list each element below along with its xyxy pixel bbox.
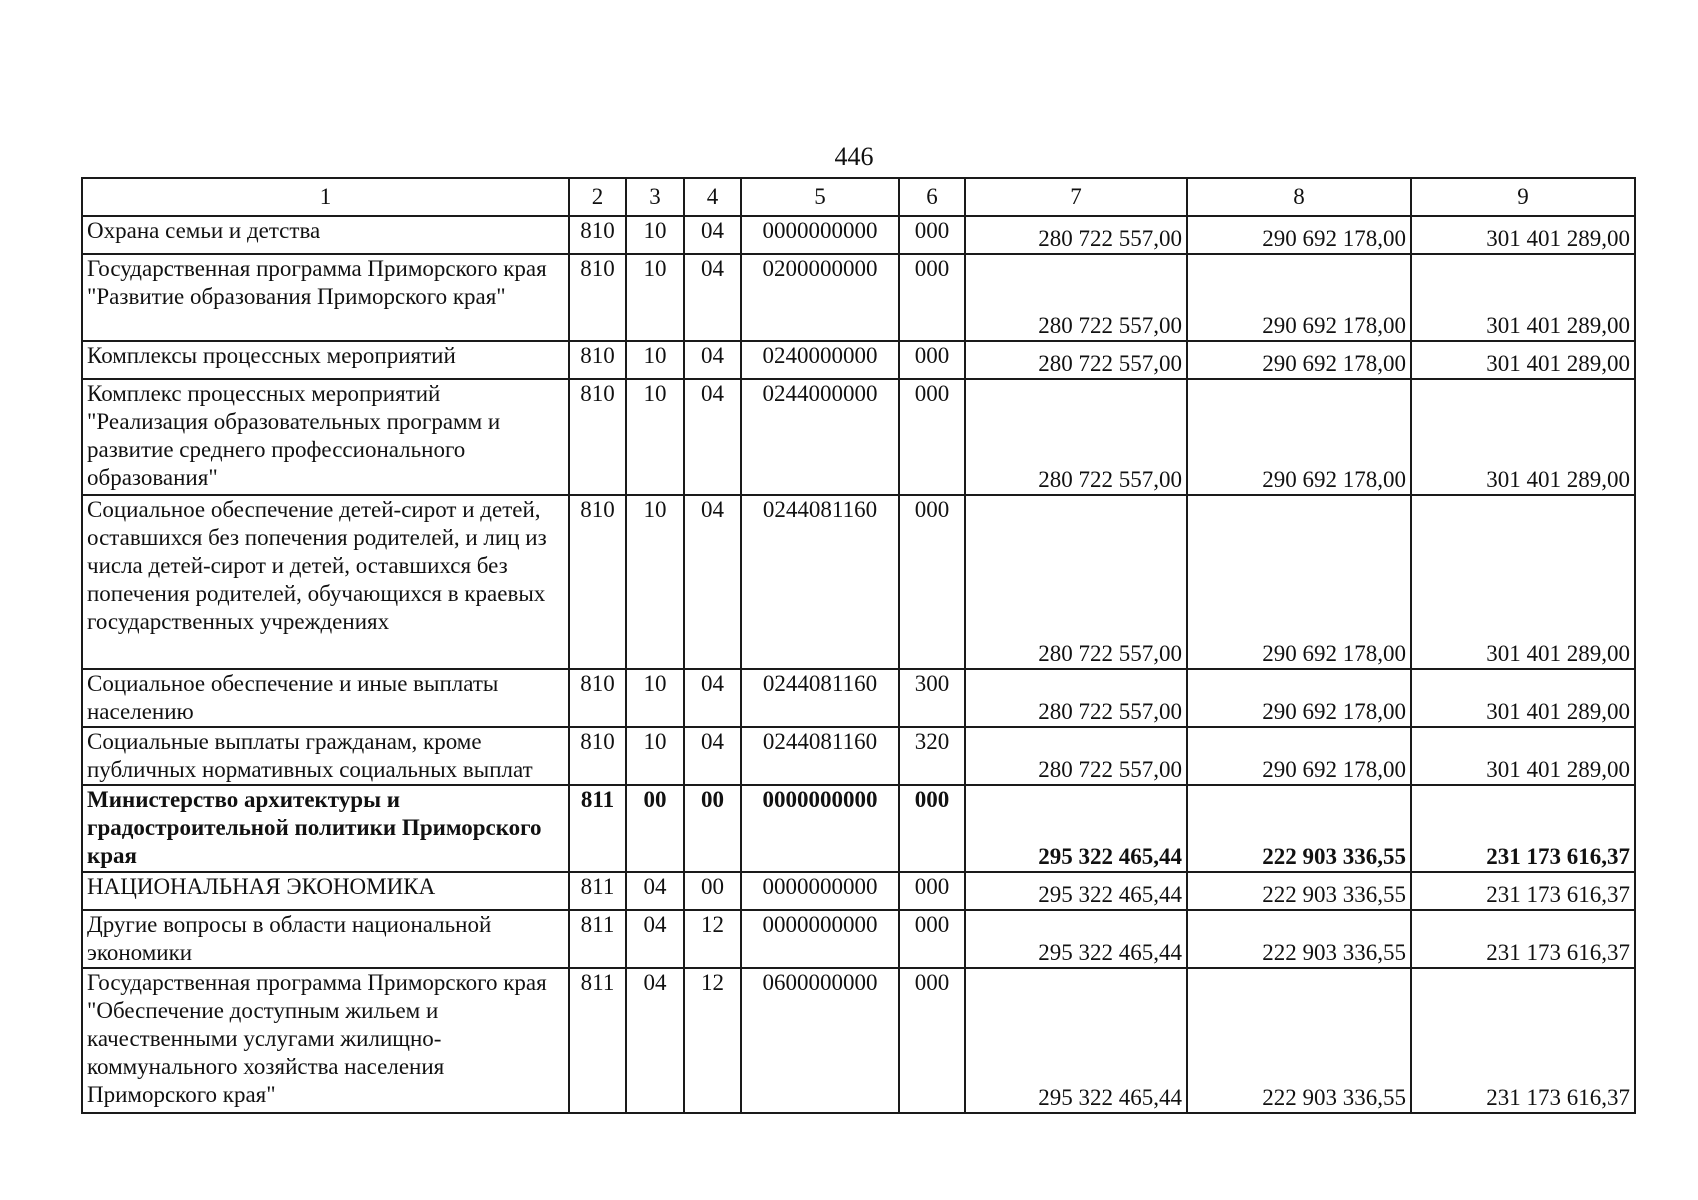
row-section-cell: 10 (626, 727, 684, 785)
row-code-cell: 810 (569, 216, 626, 254)
row-target-article-cell: 0244081160 (741, 495, 899, 669)
row-amount-cell: 222 903 336,55 (1187, 785, 1411, 872)
row-code-cell: 811 (569, 872, 626, 910)
row-amount-cell: 290 692 178,00 (1187, 216, 1411, 254)
row-target-article-cell: 0000000000 (741, 910, 899, 968)
table-header-row (82, 178, 1635, 216)
row-code-cell: 810 (569, 495, 626, 669)
row-amount-cell: 280 722 557,00 (965, 254, 1187, 341)
row-amount-cell: 222 903 336,55 (1187, 910, 1411, 968)
row-amount-cell: 295 322 465,44 (965, 968, 1187, 1113)
row-code-cell: 811 (569, 785, 626, 872)
row-target-article-cell: 0000000000 (741, 785, 899, 872)
row-amount-cell: 295 322 465,44 (965, 872, 1187, 910)
row-amount-cell: 222 903 336,55 (1187, 968, 1411, 1113)
row-amount-cell: 301 401 289,00 (1411, 669, 1635, 727)
row-name-cell: Государственная программа Приморского края "Развитие образования Приморского края" (82, 254, 569, 341)
row-amount-cell: 295 322 465,44 (965, 910, 1187, 968)
row-target-article-cell: 0200000000 (741, 254, 899, 341)
row-code-cell: 811 (569, 910, 626, 968)
table-row (82, 872, 1635, 910)
row-subsection-cell: 00 (684, 872, 741, 910)
row-name-cell: НАЦИОНАЛЬНАЯ ЭКОНОМИКА (82, 872, 569, 910)
row-name-cell: Комплексы процессных мероприятий (82, 341, 569, 379)
row-amount-cell: 280 722 557,00 (965, 341, 1187, 379)
row-subsection-cell: 12 (684, 910, 741, 968)
row-name-cell: Другие вопросы в области национальной экономики (82, 910, 569, 968)
row-section-cell: 10 (626, 495, 684, 669)
row-code-cell: 810 (569, 341, 626, 379)
row-expense-type-cell: 000 (899, 341, 965, 379)
row-section-cell: 00 (626, 785, 684, 872)
row-amount-cell: 280 722 557,00 (965, 495, 1187, 669)
row-amount-cell: 290 692 178,00 (1187, 341, 1411, 379)
table-row (82, 341, 1635, 379)
row-target-article-cell: 0000000000 (741, 216, 899, 254)
row-code-cell: 810 (569, 727, 626, 785)
row-subsection-cell: 04 (684, 669, 741, 727)
row-amount-cell: 290 692 178,00 (1187, 669, 1411, 727)
page-number: 446 (834, 142, 874, 171)
row-expense-type-cell: 000 (899, 910, 965, 968)
header-cell-7: 7 (965, 178, 1187, 216)
row-code-cell: 810 (569, 669, 626, 727)
row-name-cell: Охрана семьи и детства (82, 216, 569, 254)
row-amount-cell: 290 692 178,00 (1187, 495, 1411, 669)
row-amount-cell: 301 401 289,00 (1411, 495, 1635, 669)
table-row (82, 254, 1635, 341)
row-name-cell: Министерство архитектуры и градостроительной политики Приморского края (82, 785, 569, 872)
row-target-article-cell: 0244081160 (741, 727, 899, 785)
row-expense-type-cell: 000 (899, 216, 965, 254)
row-section-cell: 10 (626, 254, 684, 341)
row-expense-type-cell: 320 (899, 727, 965, 785)
row-section-cell: 10 (626, 341, 684, 379)
row-code-cell: 810 (569, 254, 626, 341)
row-amount-cell: 295 322 465,44 (965, 785, 1187, 872)
row-amount-cell: 301 401 289,00 (1411, 379, 1635, 495)
table-row (82, 968, 1635, 1113)
row-section-cell: 04 (626, 968, 684, 1113)
row-amount-cell: 301 401 289,00 (1411, 216, 1635, 254)
row-target-article-cell: 0240000000 (741, 341, 899, 379)
row-target-article-cell: 0000000000 (741, 872, 899, 910)
row-expense-type-cell: 300 (899, 669, 965, 727)
row-amount-cell: 301 401 289,00 (1411, 341, 1635, 379)
row-amount-cell: 231 173 616,37 (1411, 872, 1635, 910)
row-section-cell: 10 (626, 379, 684, 495)
table-row (82, 379, 1635, 495)
row-target-article-cell: 0244000000 (741, 379, 899, 495)
table-row (82, 727, 1635, 785)
row-expense-type-cell: 000 (899, 254, 965, 341)
row-amount-cell: 301 401 289,00 (1411, 727, 1635, 785)
row-expense-type-cell: 000 (899, 495, 965, 669)
row-amount-cell: 280 722 557,00 (965, 727, 1187, 785)
row-section-cell: 10 (626, 216, 684, 254)
row-amount-cell: 231 173 616,37 (1411, 968, 1635, 1113)
row-amount-cell: 231 173 616,37 (1411, 910, 1635, 968)
row-amount-cell: 301 401 289,00 (1411, 254, 1635, 341)
row-code-cell: 811 (569, 968, 626, 1113)
header-cell-3: 3 (626, 178, 684, 216)
row-subsection-cell: 12 (684, 968, 741, 1113)
row-section-cell: 10 (626, 669, 684, 727)
row-name-cell: Социальные выплаты гражданам, кроме публичных нормативных социальных выплат (82, 727, 569, 785)
row-section-cell: 04 (626, 910, 684, 968)
row-name-cell: Комплекс процессных мероприятий "Реализация образовательных программ и развитие среднего профессионального образования" (82, 379, 569, 495)
row-amount-cell: 290 692 178,00 (1187, 254, 1411, 341)
row-amount-cell: 280 722 557,00 (965, 379, 1187, 495)
row-subsection-cell: 04 (684, 379, 741, 495)
header-cell-5: 5 (741, 178, 899, 216)
table-row (82, 910, 1635, 968)
row-amount-cell: 290 692 178,00 (1187, 727, 1411, 785)
row-expense-type-cell: 000 (899, 968, 965, 1113)
header-cell-6: 6 (899, 178, 965, 216)
row-subsection-cell: 04 (684, 216, 741, 254)
row-amount-cell: 222 903 336,55 (1187, 872, 1411, 910)
row-section-cell: 04 (626, 872, 684, 910)
row-amount-cell: 231 173 616,37 (1411, 785, 1635, 872)
row-expense-type-cell: 000 (899, 872, 965, 910)
row-code-cell: 810 (569, 379, 626, 495)
row-amount-cell: 290 692 178,00 (1187, 379, 1411, 495)
header-cell-9: 9 (1411, 178, 1635, 216)
table-row (82, 495, 1635, 669)
row-expense-type-cell: 000 (899, 785, 965, 872)
row-amount-cell: 280 722 557,00 (965, 669, 1187, 727)
table-row (82, 785, 1635, 872)
header-cell-4: 4 (684, 178, 741, 216)
row-amount-cell: 280 722 557,00 (965, 216, 1187, 254)
row-subsection-cell: 04 (684, 254, 741, 341)
row-target-article-cell: 0600000000 (741, 968, 899, 1113)
header-cell-8: 8 (1187, 178, 1411, 216)
row-name-cell: Социальное обеспечение и иные выплаты населению (82, 669, 569, 727)
header-cell-2: 2 (569, 178, 626, 216)
budget-table (81, 177, 1636, 1114)
table-row (82, 669, 1635, 727)
row-name-cell: Государственная программа Приморского края "Обеспечение доступным жильем и качественными услугами жилищно-коммунального хозяйства населения Приморского края" (82, 968, 569, 1113)
header-cell-1: 1 (82, 178, 569, 216)
row-subsection-cell: 00 (684, 785, 741, 872)
row-subsection-cell: 04 (684, 495, 741, 669)
row-subsection-cell: 04 (684, 727, 741, 785)
table-row (82, 216, 1635, 254)
row-expense-type-cell: 000 (899, 379, 965, 495)
row-name-cell: Социальное обеспечение детей-сирот и детей, оставшихся без попечения родителей, и лиц из числа детей-сирот и детей, оставшихся без попечения родителей, обучающихся в краевых государственных учреждениях (82, 495, 569, 669)
row-subsection-cell: 04 (684, 341, 741, 379)
row-target-article-cell: 0244081160 (741, 669, 899, 727)
